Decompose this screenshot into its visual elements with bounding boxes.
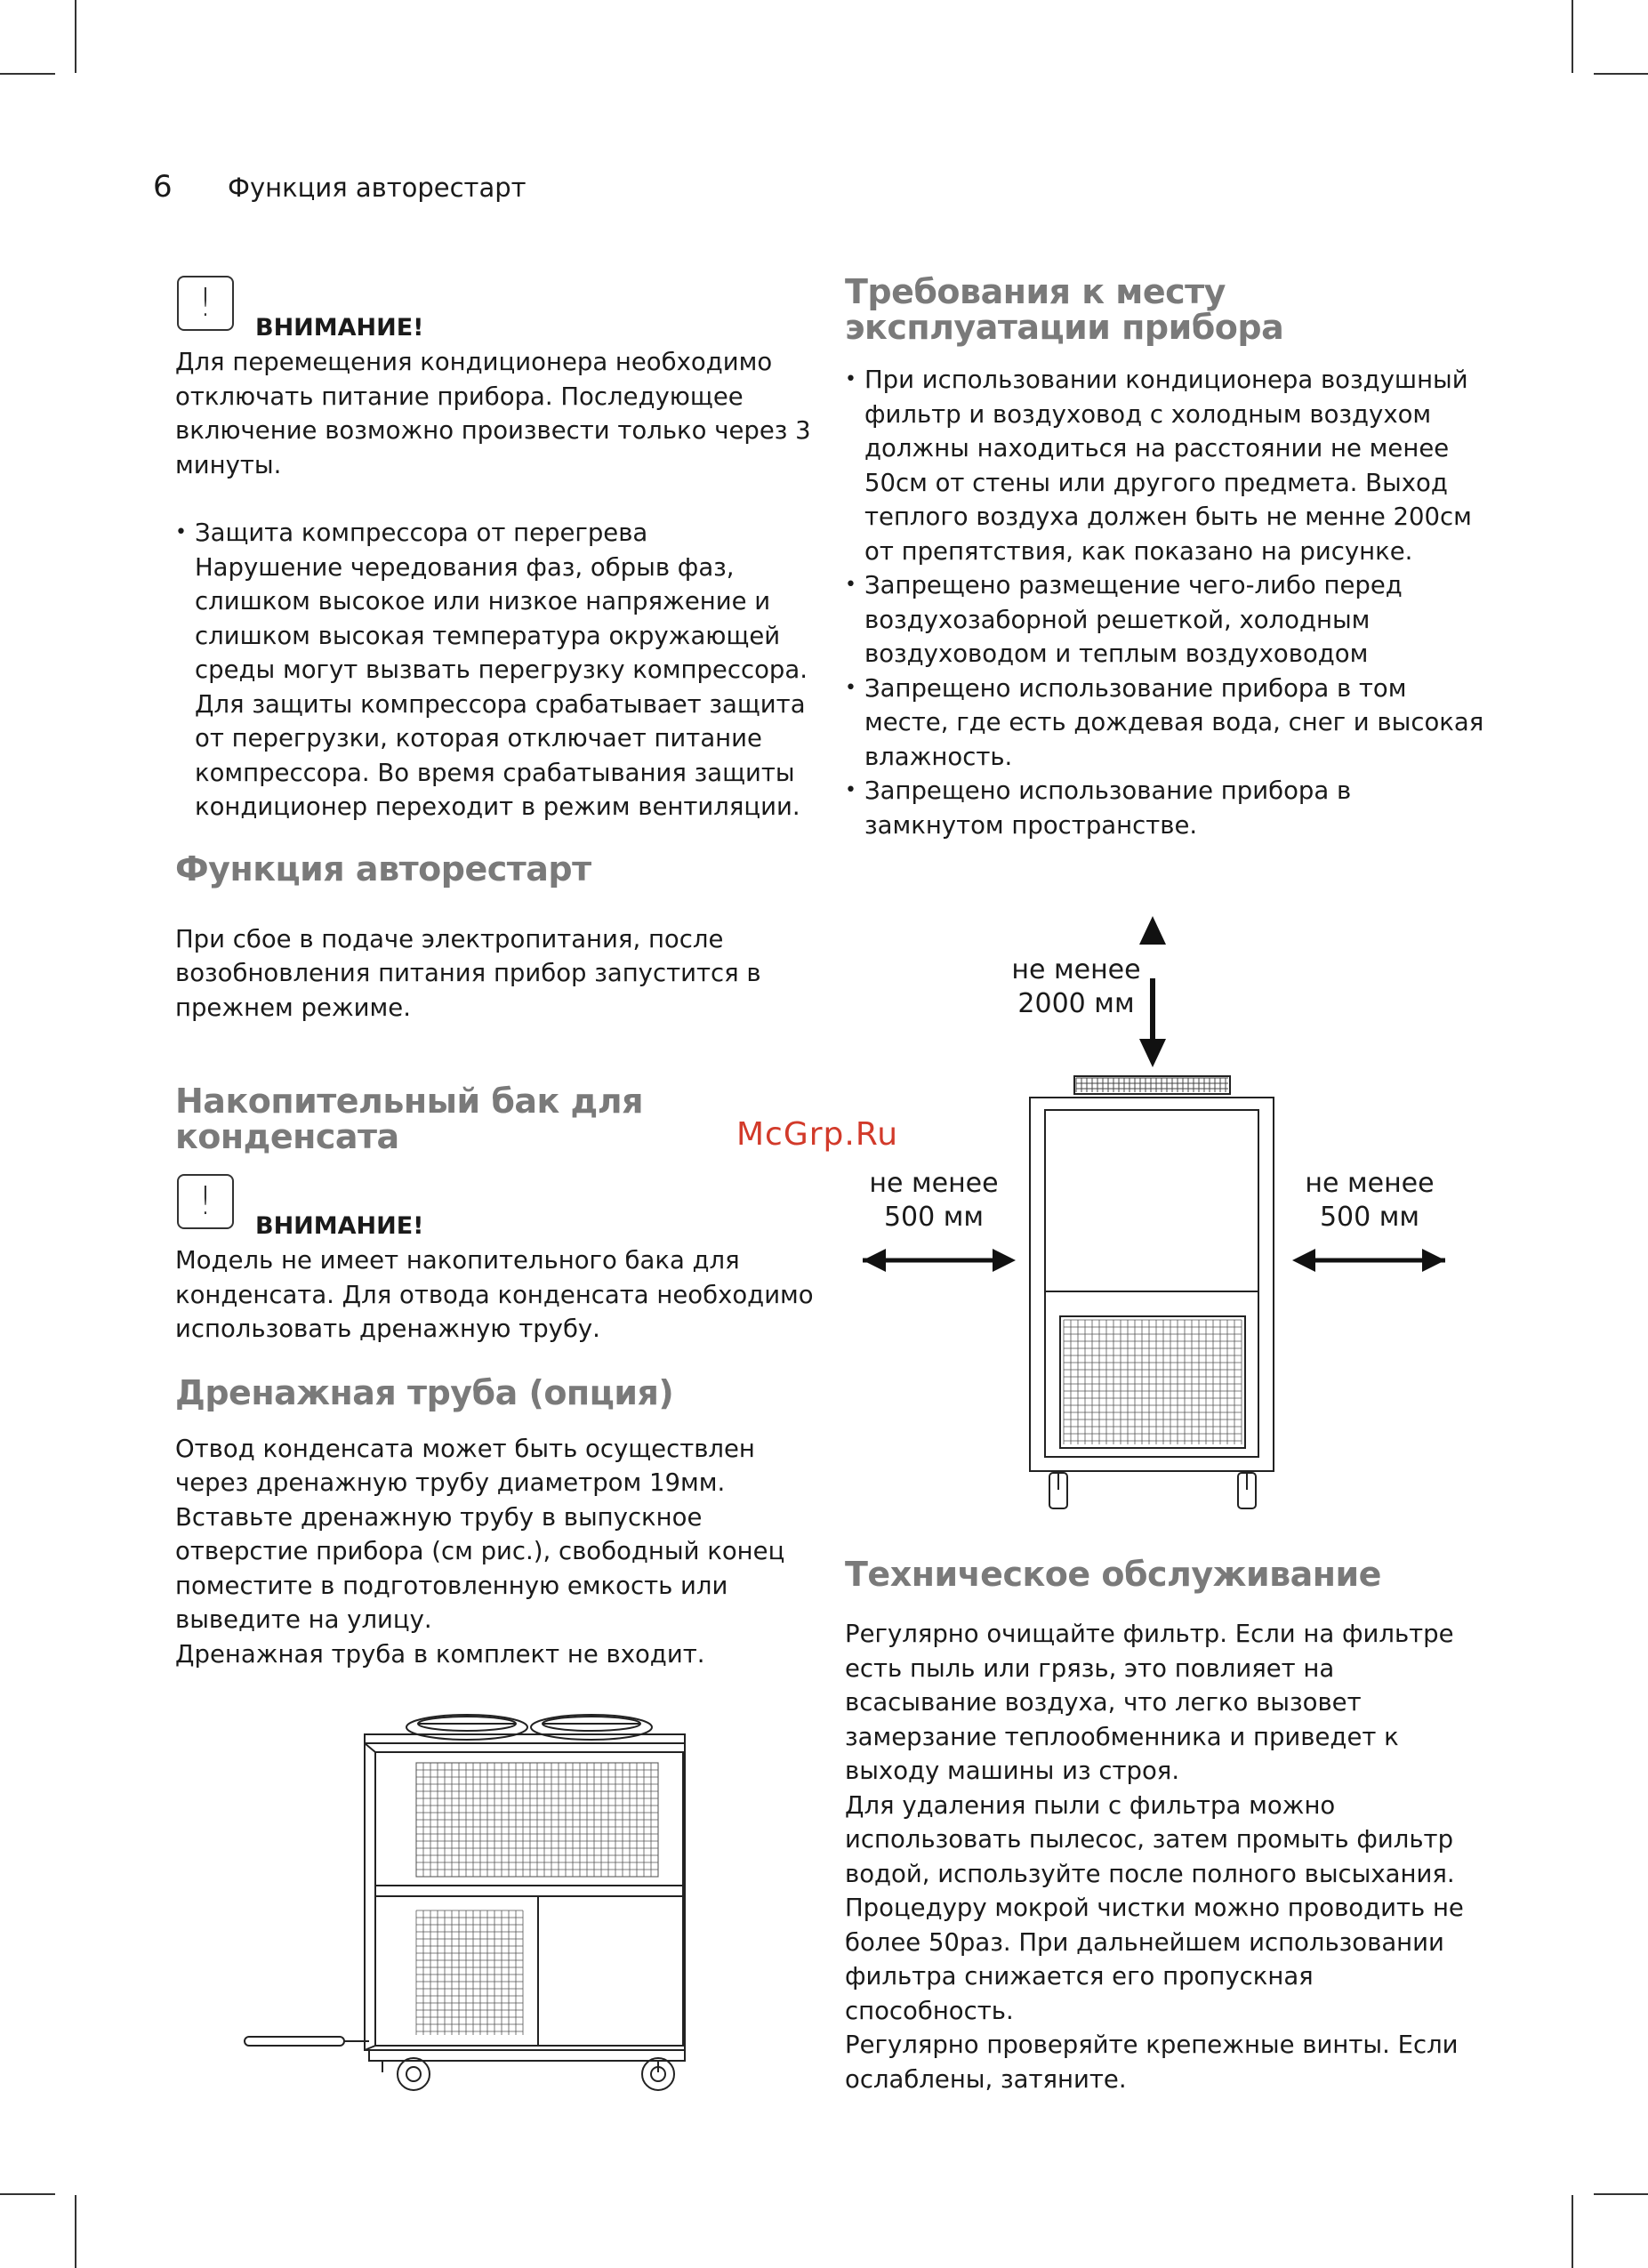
maintenance-paragraph: Для удаления пыли с фильтра можно использовать пылесос, затем промыть фильтр водой, используйте после полного высыхания. (845, 1790, 1455, 1888)
tank-text: Модель не имеет накопительного бака для конденсата. Для отвода конденсата необходимо использовать дренажную трубу. (175, 1246, 814, 1343)
list-item: • Запрещено размещение чего-либо перед воздухозаборной решеткой, холодным воздуховодом и теплым воздуховодом (845, 568, 1485, 672)
compressor-protection (175, 516, 816, 824)
maintenance-paragraph: Регулярно очищайте фильтр. Если на фильтре есть пыль или грязь, это повлияет на всасывание воздуха, что легко вызовет замерзание теплообменника и приведет к выходу машины из строя. (845, 1620, 1454, 1785)
section-heading: Требования к месту эксплуатации прибора (845, 272, 1284, 347)
top-label-line2: 2000 мм (1017, 988, 1135, 1019)
crop-mark (75, 0, 76, 73)
right-label-line2: 500 мм (1319, 1202, 1420, 1233)
left-column (175, 276, 816, 1671)
exclamation-icon: ! (177, 276, 234, 331)
clearance-diagram (836, 907, 1476, 1530)
left-label-line2: 500 мм (883, 1202, 985, 1233)
crop-mark (0, 73, 55, 75)
crop-mark (75, 2195, 76, 2268)
crop-mark (1594, 73, 1648, 75)
unit-drain-illustration (240, 1708, 703, 2099)
list-item: • Запрещено использование прибора в замкнутом пространстве. (845, 774, 1485, 842)
section-heading: Техническое обслуживание (845, 1555, 1381, 1594)
warning-block (175, 276, 816, 352)
maintenance-paragraph: Процедуру мокрой чистки можно проводить не более 50раз. При дальнейшем использовании фильтра снижается его пропускная способность. (845, 1894, 1464, 2025)
list-item: • Защита компрессора от перегрева (175, 516, 816, 551)
section-heading: Функция авторестарт (175, 848, 591, 889)
drain-note: Дренажная труба в комплект не входит. (175, 1639, 705, 1669)
top-clearance-label (969, 953, 1183, 1021)
running-title: Функция авторестарт (228, 173, 527, 203)
list-item: • При использовании кондиционера воздушный фильтр и воздуховод с холодным воздухом должны находиться на расстоянии не менее 50см от стены или другого предмета. Выход теплого воздуха должен быть не менне 200см от препятствия, как показано на рисунке. (845, 363, 1485, 568)
watermark: McGrp.Ru (736, 1116, 899, 1153)
crop-mark (1594, 2193, 1648, 2195)
crop-mark (1572, 0, 1573, 73)
warning-label: ВНИМАНИЕ! (255, 314, 424, 342)
requirements-list (845, 363, 1485, 842)
top-label-line1: не менее (1011, 954, 1141, 985)
crop-mark (1572, 2195, 1573, 2268)
section-heading: Дренажная труба (опция) (175, 1372, 674, 1412)
left-clearance-label (827, 1167, 1041, 1235)
list-item: • Запрещено использование прибора в том месте, где есть дождевая вода, снег и высокая влажность. (845, 672, 1485, 775)
autorestart-text: При сбое в подаче электропитания, после возобновления питания прибор запустится в прежнем режиме. (175, 924, 761, 1022)
left-label-line1: не менее (869, 1168, 999, 1199)
section-heading: Накопительный бак для конденсата (175, 1082, 643, 1156)
crop-mark (0, 2193, 55, 2195)
maintenance-section (845, 1556, 1485, 2096)
right-label-line1: не менее (1305, 1168, 1435, 1199)
drain-text: Отвод конденсата может быть осуществлен через дренажную трубу диаметром 19мм. Вставьте дренажную трубу в выпускное отверстие прибора (см рис.), свободный конец поместите в подготовленную емкость или выведите на улицу. (175, 1434, 785, 1634)
warning-label: ВНИМАНИЕ! (255, 1212, 424, 1240)
exclamation-icon: ! (177, 1174, 234, 1229)
right-column (845, 274, 1485, 842)
page-number: 6 (153, 169, 173, 205)
warning-block (175, 1174, 816, 1251)
compressor-text: Нарушение чередования фаз, обрыв фаз, слишком высокое или низкое напряжение и слишком высокая температура окружающей среды могут вызвать перегрузку компрессора. Для защиты компрессора срабатывает защита от перегрузки, которая отключает питание компрессора. Во время срабатывания защиты кондиционер переходит в режим вентиляции. (195, 552, 808, 821)
right-clearance-label (1263, 1167, 1476, 1235)
maintenance-paragraph: Регулярно проверяйте крепежные винты. Если ослаблены, затяните. (845, 2031, 1459, 2094)
warning-text: Для перемещения кондиционера необходимо отключать питание прибора. Последующее включение возможно произвести только через 3 минуты. (175, 348, 811, 479)
